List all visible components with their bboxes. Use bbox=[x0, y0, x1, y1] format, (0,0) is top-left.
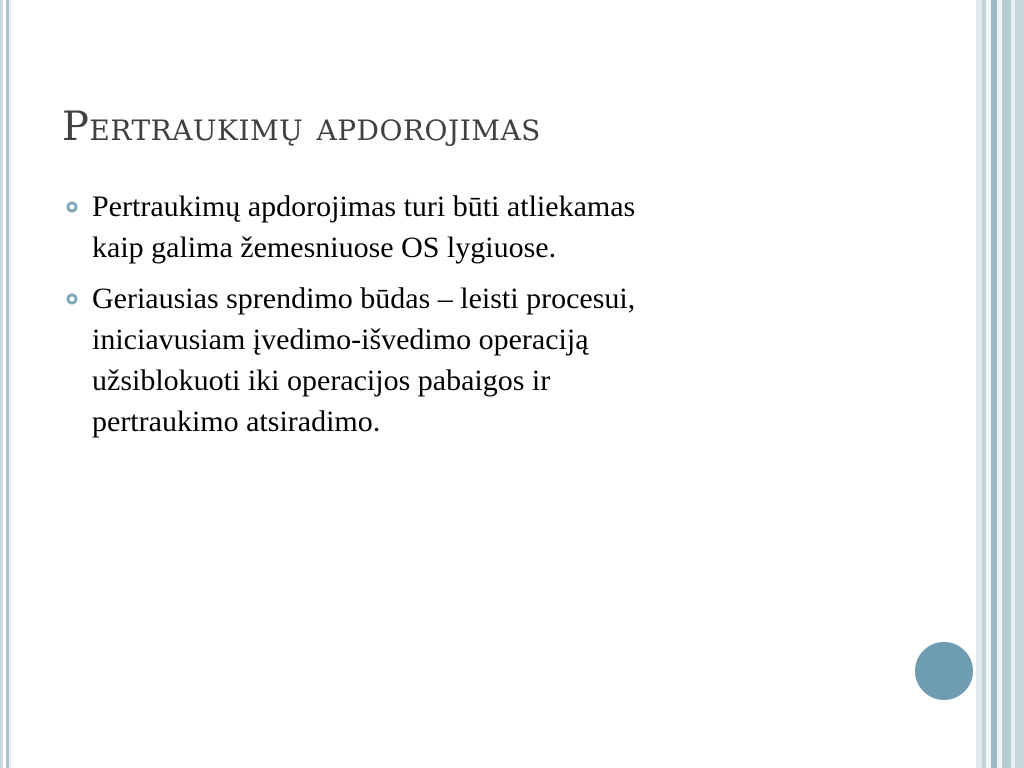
bullet-text-line: pertraukimo atsiradimo. bbox=[92, 405, 381, 438]
slide-content bbox=[62, 186, 862, 452]
bullet-item bbox=[62, 278, 862, 442]
bullet-item bbox=[62, 186, 862, 268]
right-border-stripe bbox=[1002, 0, 1011, 768]
bullet-text-line: kaip galima žemesniuose OS lygiuose. bbox=[92, 231, 557, 264]
bullet-text-line: Geriausias sprendimo būdas – leisti procesui, bbox=[92, 282, 636, 315]
slide-title: Pertraukimų apdorojimas bbox=[62, 104, 541, 150]
ring-bullet-icon bbox=[66, 293, 78, 305]
circle-decoration bbox=[913, 640, 975, 702]
left-border-stripe bbox=[9, 0, 11, 768]
bullet-text-line: iniciavusiam įvedimo-išvedimo operaciją bbox=[92, 323, 589, 356]
ring-bullet-icon bbox=[66, 201, 78, 213]
right-border-stripe bbox=[1015, 0, 1024, 768]
left-border-stripe bbox=[0, 0, 3, 768]
bullet-text-line: užsiblokuoti iki operacijos pabaigos ir bbox=[92, 364, 551, 397]
bullet-text-line: Pertraukimų apdorojimas turi būti atliekamas bbox=[92, 190, 636, 223]
